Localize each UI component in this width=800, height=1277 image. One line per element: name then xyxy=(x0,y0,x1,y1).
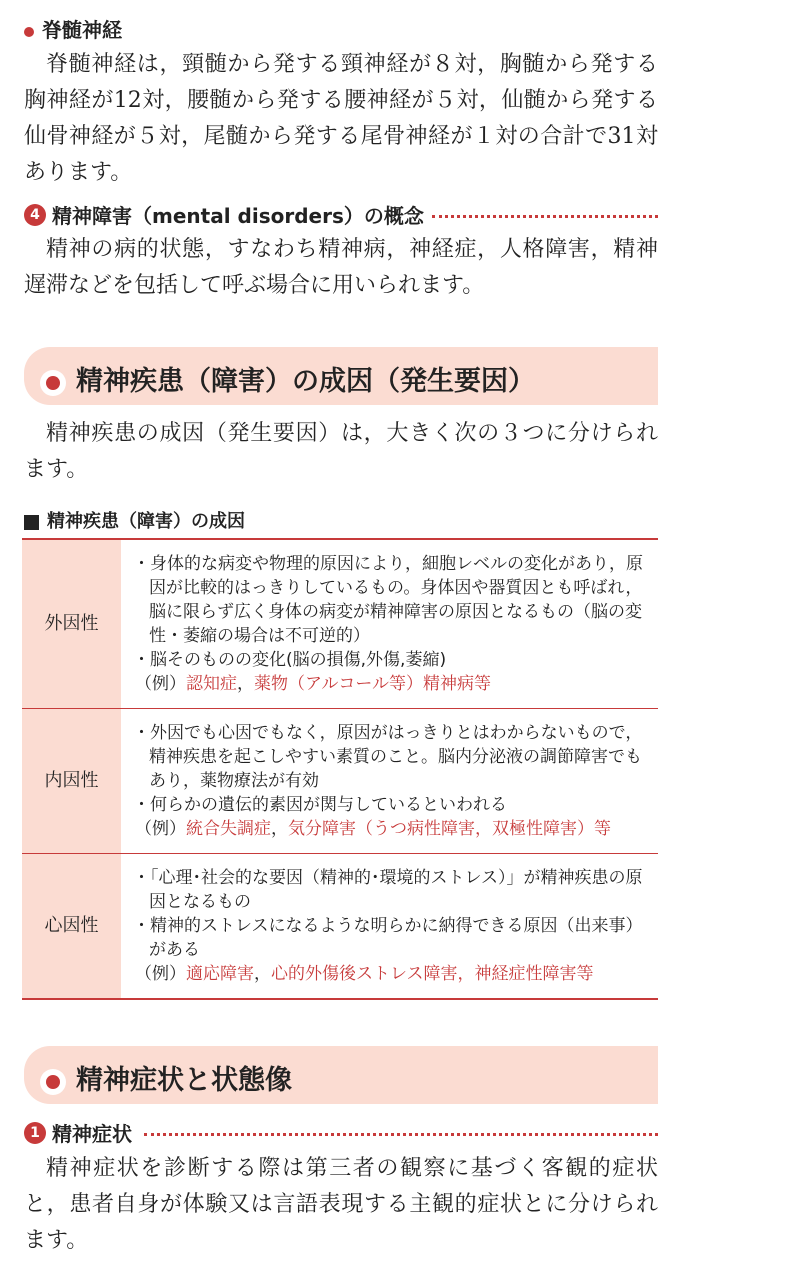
example-line: （例）適応障害，心的外傷後ストレス障害，神経症性障害等 xyxy=(135,964,594,984)
causes-band-title: 精神疾患（障害）の成因（発生要因） xyxy=(76,366,535,397)
description-cell: ・外因でも心因でもなく，原因がはっきりとはわからないもので，精神疾患を起こしやすい素質のこと。脳内分泌液の調節障害でもあり，薬物療法が有効 ・何らかの遺伝的素因が関与しているといわれる （例）統合失調症，気分障害（うつ病性障害，双極性障害）等 xyxy=(121,709,658,854)
example-line: （例）認知症，薬物（アルコール等）精神病等 xyxy=(135,674,491,694)
table-row xyxy=(22,854,658,1000)
spinal-heading: 脊髄神経 xyxy=(24,14,122,43)
dotted-divider xyxy=(432,215,658,218)
section-band-symptoms xyxy=(24,1046,658,1104)
table-row xyxy=(22,539,658,709)
concept-heading-text: 精神障害（mental disorders）の概念 xyxy=(52,204,424,228)
concept-heading xyxy=(24,200,658,229)
concept-text: 精神の病的状態，すなわち精神病，神経症，人格障害，精神遅滞などを包括して呼ぶ場合に用いられます。 xyxy=(24,237,658,298)
description-cell: ・身体的な病変や物理的原因により，細胞レベルの変化があり，原因が比較的はっきりしているもの。身体因や器質因とも呼ばれ，脳に限らず広く身体の病変が精神障害の原因となるもの（脳の変性・萎縮の場合は不可逆的） ・脳そのものの変化(脳の損傷,外傷,萎縮) （例）認知症，薬物（アルコール等）精神病等 xyxy=(121,539,658,709)
table-row xyxy=(22,709,658,854)
symptoms-subheading: 1 精神症状 xyxy=(24,1118,658,1147)
causes-table xyxy=(22,538,658,1000)
causes-intro: 精神疾患の成因（発生要因）は，大きく次の３つに分けられます。 xyxy=(24,421,658,482)
table-title: 精神疾患（障害）の成因 xyxy=(24,507,245,533)
bullet-dot-icon xyxy=(24,27,34,37)
category-cell: 内因性 xyxy=(22,709,121,854)
symptoms-band-title: 精神症状と状態像 xyxy=(76,1065,292,1096)
number-badge-icon: 4 xyxy=(24,204,46,226)
category-cell: 心因性 xyxy=(22,854,121,1000)
spinal-text: 脊髄神経は，頸髄から発する頸神経が８対，胸髄から発する胸神経が12対，腰髄から発する腰神経が５対，仙髄から発する仙骨神経が５対，尾髄から発する尾骨神経が１対の合計で31対あります。 xyxy=(24,52,658,185)
band-bullet-icon xyxy=(40,1069,66,1095)
section-band-causes xyxy=(24,347,658,405)
band-bullet-icon xyxy=(40,370,66,396)
dotted-divider xyxy=(144,1133,658,1136)
example-line: （例）統合失調症，気分障害（うつ病性障害，双極性障害）等 xyxy=(135,819,611,839)
description-cell: ・「心理･社会的な要因（精神的･環境的ストレス）」が精神疾患の原因となるもの ・精神的ストレスになるような明らかに納得できる原因（出来事）がある （例）適応障害，心的外傷後ストレス障害，神経症性障害等 xyxy=(121,854,658,1000)
symptoms-text: 精神症状を診断する際は第三者の観察に基づく客観的症状と，患者自身が体験又は言語表現する主観的症状とに分けられます。 xyxy=(24,1156,658,1253)
number-badge-icon: 1 xyxy=(24,1122,46,1144)
category-cell: 外因性 xyxy=(22,539,121,709)
square-bullet-icon xyxy=(24,515,39,530)
